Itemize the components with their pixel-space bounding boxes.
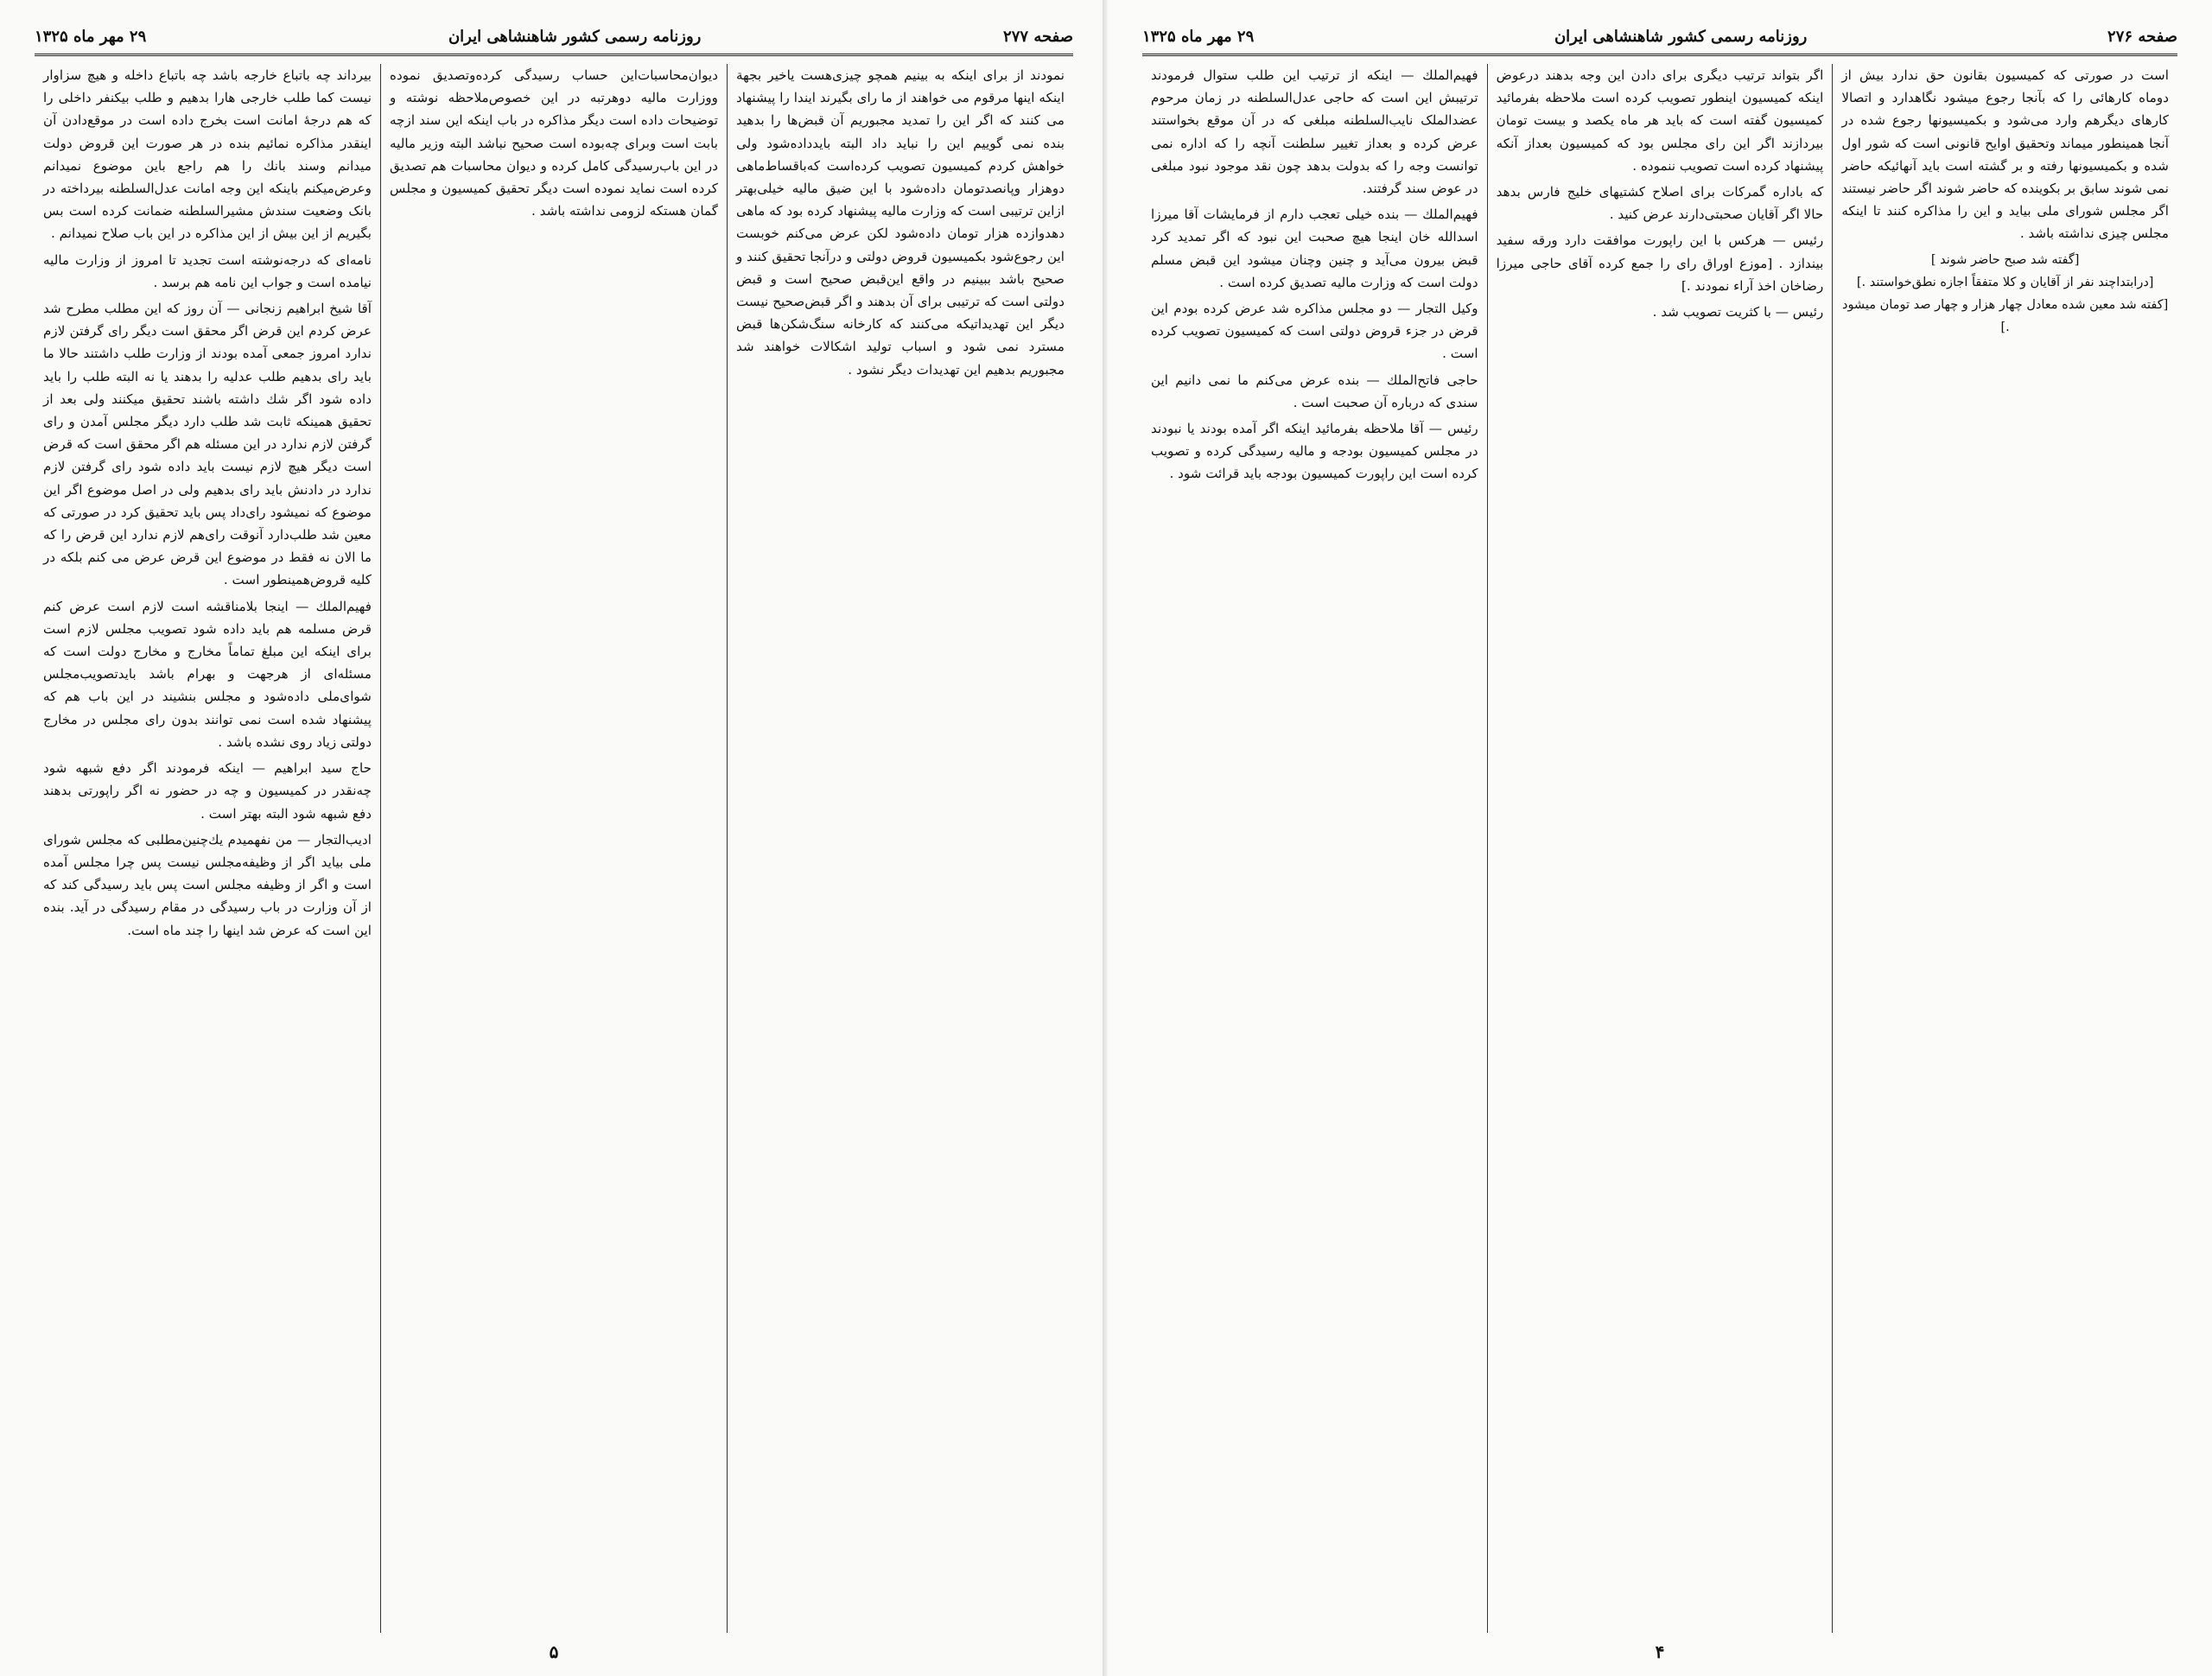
left-column-1 xyxy=(727,64,1073,1633)
left-page-title: روزنامه رسمی کشور شاهنشاهی ایران xyxy=(448,27,702,46)
right-note-2: [درابتداچند نفر از آقایان و کلا متفقاً اجازه نطق‌خواستند .] xyxy=(1856,275,2154,289)
left-column-3-text-e: حاج سید ابراهیم — اینکه فرمودند اگر دفع شبهه شود چه‌نقدر در کمیسیون و چه در حضور نه اگر راپورتی بدهند دفع شبهه شود البته بهتر است . xyxy=(43,760,372,822)
right-column-3-text-d: حاجی فاتح‌الملك — بنده عرض می‌کنم ما نمی دانیم این سندی که درباره آن صحبت است . xyxy=(1150,371,1478,410)
left-page-number: ۵ xyxy=(549,1641,559,1662)
right-note-3: [کفته شد معین شده معادل چهار هزار و چهار صد تومان‌ میشود .] xyxy=(1841,298,2169,335)
right-column-3-text-e: رئیس — آقا ملاحظه بفرمائید اینکه اگر آمده بودند یا نبودند در مجلس کمیسیون بودجه و مالیه رسیدگی کرده و تصویب کرده است این راپورت کمیسیون بودجه باید قرائت شود . xyxy=(1150,421,1478,482)
left-page-date: ۲۹ مهر ماه ۱۳۲۵ xyxy=(35,27,147,46)
right-column-2-text: اگر بتواند ترتیب دیگری برای دادن این وجه بدهند درعوض اینکه کمیسیون اینطور تصویب کرده است ملاحظه بفرمائید کمیسیون گفته است که باید هر ماه یکصد و بیست تومان بیردازند اگر این رای مجلس بود که کمیسیون بعداز آنکه پیشنهاد کرده است تصویب ننموده . xyxy=(1496,67,1824,174)
right-column-3-text-c: وکیل التجار — دو مجلس مذاکره شد عرض کرده بودم این قرض در جزء قروض دولتی است که کمیسیون تصویب کرده است . xyxy=(1150,301,1478,362)
left-column-1-text: نمودند از برای اینکه به بینیم همچو چیزی‌هست یاخیر بجهة اینکه اینها مرقوم می خواهند از ما رای بگیرند ایندا را پیشنهاد می کنند که اگر این را تمدید مجبوریم آن قبض‌ها را بدهید بنده نمی گوییم این را نباید داد البته بایدداده‌شود ولی خواهش کردم کمیسیون تصویب کرده‌است که‌باقساط‌ماهی دوهزار وپانصد‌تومان داده‌شود با این ضیق مالیه خیلی‌بهتر ازاین ترتیبی است که وزارت مالیه پیشنهاد کرده بود که ماهی دهدوازده هزار تومان داده‌شود لکن عرض می‌کنم خوبست این رجوع‌شود بکمیسیون قروض دولتی و درآنجا تحقیق کنند و صحیح باشد ببینیم در واقع این‌قبض صحیح است و قبض دولتی است که ترتیبی برای آن بدهند و اگر قبض‌صحیح نیست دیگر این تهدیداتیکه می‌کنند که کارخانه سنگ‌شکن‌ها قبض مسترد نمی شود و اسباب تولید اشکالات خواهند شد مجبوریم بدهیم این تهدیدات دیگر نشود . xyxy=(736,67,1065,378)
right-column-1 xyxy=(1832,64,2177,1633)
right-page-number: ۴ xyxy=(1655,1641,1665,1662)
right-page-header xyxy=(1142,19,2177,56)
right-page-title: روزنامه رسمی کشور شاهنشاهی ایران xyxy=(1554,27,1808,46)
right-column-3 xyxy=(1142,64,1487,1633)
right-page-date: ۲۹ مهر ماه ۱۳۲۵ xyxy=(1142,27,1255,46)
left-column-2 xyxy=(380,64,727,1633)
left-page-header xyxy=(35,19,1073,56)
left-page-label: صفحه ۲۷۷ xyxy=(1003,27,1073,46)
left-column-3 xyxy=(35,64,380,1633)
left-page-columns xyxy=(35,64,1073,1633)
left-column-3-text-f: ادیب‌التجار — من نفهمیدم یك‌چنین‌مطلبی که مجلس شورای ملی بیاید اگر از وظیفه‌مجلس نیست پس چرا مجلس آمده است و اگر از وظیفه مجلس است پس باید رسیدگی کند که از آن وزارت در باب رسیدگی در مقام رسیدگی در آید. بنده این است که عرض شد اینها را چند ماه است. xyxy=(43,831,372,938)
right-column-3-text: فهیم‌الملك — اینکه از ترتیب این طلب ستوال فرمودند ترتیبش این است که حاجی عدل‌السلطنه در زمان مرحوم عضدالملک نایب‌السلطنه مبلغی که در آن موقع بخواستند عرض کرده و بعداز تغییر سلطنت آنچه را که اداره نمی توانست وجه را که بدولت بدهد چون نقد موجود نبود مبلغی در عوض سند گرفتند. xyxy=(1150,67,1478,197)
right-column-2-text-b: که باداره گمرکات برای اصلاح کشتیهای خلیج فارس بدهد حالا اگر آقایان صحبتی‌دارند عرض کنید . xyxy=(1496,184,1824,223)
right-column-2-text-c: رئیس — هرکس با این راپورت موافقت دارد ورقه سفید بیندازد . [موزع اوراق رای‌ را جمع کرده آقای حاجی میرزا رضا‌خان اخذ آراء نمودند .] xyxy=(1496,232,1824,294)
right-note-1: [گفته شد صبح حاضر شوند ] xyxy=(1930,252,2080,267)
right-column-1-text: است در صورتی که کمیسیون بقانون حق ندارد بیش از دوماه کارهائی را که بآنجا رجوع میشود نگاهدارد و اتصالا کارهای دیگرهم وارد می‌شود و بکمیسیونها رجوع شده در آنجا همینطور میماند وتحقیق اوایح قانونی است که شور اول شده و بکمیسیونها رفته و بر گشته است باید آنهائیکه حاضر نمی شوند سابق بر بکوینده که حاضر شوند اگر حاضر نیستند اگر مجلس شورای ملی بیاید و این را مذاکره کنند تا اینکه مجلس چیزی نداشته باشد . xyxy=(1841,67,2169,242)
left-column-3-text-d: فهیم‌الملك — اینجا بلامناقشه است لازم است عرض کنم قرض مسلمه هم باید داده شود تصویب مجلس لازم است برای اینکه این مبلغ تماماً مخارج و مخارج دولت است که مسئله‌ای از هرجهت و بهرام باشد بایدتصویب‌مجلس شوای‌ملی داده‌شود و مجلس بنشیند در این باب هم که پیشنهاد شده است نمی توانند بدون رای مجلس در مخارج دولتی زیاد روی نشده باشد . xyxy=(43,598,372,750)
left-column-3-text-c: آقا شیخ ابراهیم زنجانی — آن روز که این مطلب مطرح شد عرض کردم این قرض اگر محقق است دیگر رای گرفتن لازم ندارد امروز جمعی آمده بودند از وزارت طلب داشتند حالا ما باید رای بدهیم طلب عدلیه را بدهند یا نه البته طلب را باید داده شود اگر شك داشته باشند تحقیق میکنند ولی بعد از تحقیق همینکه ثابت شد طلب دارد دیگر مجلس آمدن و رای گرفتن لازم ندارد در این مسئله هم اگر محقق است که قرض است دیگر هیچ لازم نیست باید داده شود رای گرفتن لازم ندارد در دادنش باید رای بدهیم ولی در اصل موضوع اگر این موضوع که نمیشود رای‌داد پس باید تحقیق کرد در صورتی که معین شد طلب‌دارد آنوقت رای‌هم لازم ندارد این قرض را که ما الان نه فقط در موضوع این قرض عرض می کنم بلکه در کلیه قروض‌همینطور است . xyxy=(43,301,372,588)
right-column-3-text-b: فهیم‌الملك — بنده خیلی تعجب دارم از فرمایشات آقا میرزا اسدالله خان اینجا هیچ صحبت این نبود که اگر تمدید کرد قبض بیرون می‌آید و چنین وچنان میشود این قبض مسلم دولت است که وزارت مالیه تصدیق کرده است . xyxy=(1150,206,1478,290)
left-column-2-text: دیوان‌محاسبات‌این حساب رسیدگی کرده‌وتصدیق نموده ووزارت مالیه دوهرتبه در این خصوص‌ملاحظه نوشته و توضیحات داده است دیگر مذاکره در باب اینکه این سند ازچه بابت است وبرای چه‌بوده است صحیح نباشد البته وزیر مالیه در این باب‌رسیدگی کامل کرده و دیوان محاسبات هم تصدیق کرده است نماید نموده است دیگر تحقیق کمیسیون و مجلس گمان هستکه لزومی نداشته باشد . xyxy=(390,67,718,219)
right-page-columns xyxy=(1142,64,2177,1633)
right-column-2-text-d: رئیس — با کثریت تصویب شد . xyxy=(1652,304,1824,321)
right-page-label: صفحه ۲۷۶ xyxy=(2107,27,2177,46)
left-column-3-text: بیرداند چه باتباع خارجه باشد چه باتباع داخله و هیچ سزاوار نیست کما طلب خارجی هارا بدهیم و طلب بیکنفر داخلی را که هم درجهٔ امانت است بخرج داده است در موقع‌دادن آن اینقدر مذاکره نمائیم بنده در هر صورت این قروض دولت میدانم وسند بانك را هم راجع باین موضوع نمیدانم وعرض‌میکنم باینکه این وجه امانت عدل‌السلطنه بیرداخته در بانک وضعیت سندش مشیرالسلطنه ضمانت کرده است بس بگیریم از این بیش از این مذاکره در این باب صلاح نمیدانم . xyxy=(43,67,372,242)
right-page xyxy=(1108,0,2212,1676)
left-column-3-text-b: نامه‌ای که درجه‌نوشته است تجدید تا امروز از وزارت مالیه نیامده است و جواب این نامه هم برسد . xyxy=(43,251,372,290)
right-column-2 xyxy=(1487,64,1833,1633)
